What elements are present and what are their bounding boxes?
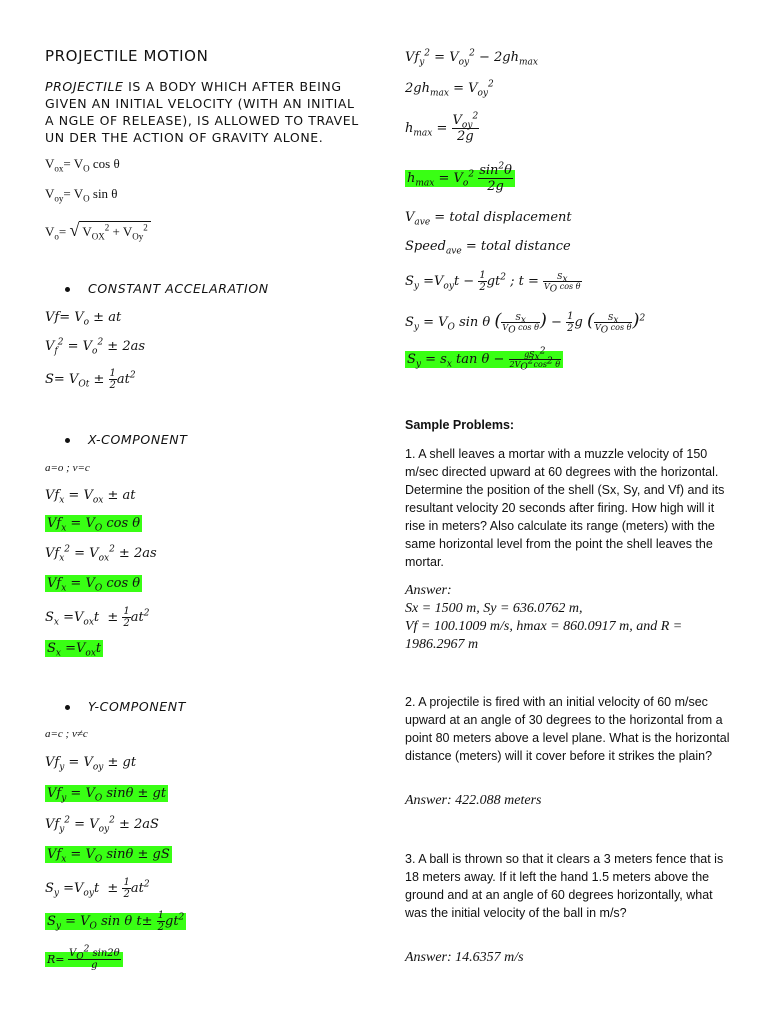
problem-2-question: 2. A projectile is fired with an initial velocity of 60 m/sec upward at an angle of 30 degrees to the horizontal from a point 80 meters above a level plane. What is the horizontal distance (meters) will it cover before it strikes the plain? [405, 695, 730, 763]
eq-sy: $S_y =V_{oy}t$ ± $\frac{1}{2}$ $at^2$ [45, 877, 150, 900]
projectile-term: PROJECTILE [45, 79, 124, 94]
eq-sx: $S_x =V_{ox}t$ ± $\frac{1}{2}$ $at^2$ [45, 606, 150, 629]
eq-range-hl: R= $\frac{V_O^2 \sin 2\theta}{g}$ [45, 948, 123, 971]
eq-vfx2: $Vf_x^2 = V_{ox}^2 \pm 2as$ [45, 544, 157, 564]
eq-vfy-1: $Vf_y = V_{oy}$ ± gt [45, 755, 137, 773]
bullet-y-label: Y-COMPONENT [88, 699, 186, 714]
eq-vf-const: $Vf= V_o$ ± at [45, 310, 122, 328]
problem-2-answer: Answer: 422.088 meters [405, 793, 542, 808]
eq-sy-final-hl: $S_y = s_x$ tan θ − $\frac{gS_x^2}{2V_O^2\cos^2 \theta}$ [405, 350, 563, 369]
eq-vfx-1: $Vf_x = V_{ox}$ ± at [45, 488, 136, 506]
eq-vfx-hl-3: $Vf_x = V_O$ sinθ ± gS [47, 847, 170, 865]
bullet-constant [65, 281, 269, 296]
bullet-constant-label: CONSTANT ACCELARATION [88, 281, 269, 296]
bullet-dot-icon [65, 287, 70, 292]
eq-vfx-hl-2: $Vf_x = V_O$ cos θ [47, 576, 141, 594]
eq-vave: $V_{ave}$ = total displacement [405, 210, 572, 228]
intro-paragraph [45, 78, 365, 146]
problem-1-answer: Answer: Sx = 1500 m, Sy = 636.0762 m, Vf = 100.1009 m/s, hmax = 860.0917 m, and R = 1986.2967 m [405, 583, 683, 652]
problem-3-answer: Answer: 14.6357 m/s [405, 950, 524, 965]
condition-y: a=c ; v≠c [45, 728, 88, 740]
eq-sy-t: $S_y =V_{oy}t$ − $\frac{1}{2}$ $gt^2$ ; t = $\frac{S_x}{V_O \cos \theta}$ [405, 270, 581, 295]
page-title: PROJECTILE MOTION [45, 47, 209, 65]
speed-definition: = total distance [461, 239, 571, 254]
eq-vf2-const: $V_f^2 = V_o^2 \pm 2as$ [45, 337, 146, 357]
bullet-dot-icon [65, 438, 70, 443]
eq-voy: $V_{oy}= V_O$ sin θ [45, 186, 118, 204]
problem-1-question: 1. A shell leaves a mortar with a muzzle velocity of 150 m/sec directed upward at 60 degrees with the horizontal. Determine the position of the shell (Sx, Sy, and Vf) and its resultant velocity 20 seconds after firing. How high will it rise in meters? Also calculate its range (meters) with the same horizontal level from the point the shell leaves the mortar. [405, 447, 725, 569]
intro-text: IS A BODY WHICH AFTER BEING GIVEN AN INITIAL VELOCITY (WITH AN INITIAL A NGLE OF RELEASE), IS ALLOWED TO TRAVEL UN DER THE ACTION OF GRAVITY ALONE. [45, 79, 359, 145]
bullet-x-label: X-COMPONENT [88, 432, 188, 447]
eq-sy-hl: $S_y = V_O$ sin θ t± $\frac{1}{2}$ $gt^2$ [47, 910, 185, 933]
bullet-x [65, 432, 188, 447]
eq-vox: $V_{ox}= V_O$ cos θ [45, 156, 120, 174]
vave-definition: = total displacement [430, 210, 572, 225]
eq-hmax: $h_{max}$ = $\frac{V_{oy}^2}{2g}$ [405, 111, 479, 144]
eq-vfy-hl-1: $Vf_y = V_O$ sinθ ± gt [47, 786, 167, 804]
eq-hmax-hl: $h_{max} = V_o^2$ $\frac{\sin^2\theta}{2g}$ [405, 163, 515, 194]
eq-vfy2-hmax: $Vf_y^2 = V_{oy}^2 - 2gh_{max}$ [405, 48, 538, 68]
sample-heading: Sample Problems: [405, 418, 515, 432]
eq-2ghmax: $2gh_{max} = V_{oy}^2$ [405, 79, 494, 99]
eq-vo: $V_o=$ √ $V_{OX}^2 + V_{Oy}^2$ [45, 220, 151, 241]
eq-sy-expanded: $S_y = V_O$ sin θ ( $\frac{S_x}{V_O \cos \theta}$ ) − $\frac{1}{2}$ g ( $\frac{S_x}{V_O \cos \theta}$ )$^2$ [405, 310, 646, 336]
problem-3-question: 3. A ball is thrown so that it clears a 3 meters fence that is 18 meters away. If it left the hand 1.5 meters above the ground and at an angle of 60 degrees horizontally, what was the initial velocity of the ball in m/s? [405, 852, 724, 920]
eq-speed-ave: Speed$_{ave}$ = total distance [405, 239, 571, 257]
eq-vfx-hl-1: $Vf_x = V_O$ cos θ [47, 516, 141, 534]
eq-vfy2: $Vf_y^2 = V_{oy}^2 \pm 2aS$ [45, 815, 159, 835]
eq-sx-hl: $S_x =V_{ox}t$ [47, 641, 102, 659]
bullet-y [65, 699, 186, 714]
condition-x: a=o ; v=c [45, 462, 90, 474]
bullet-dot-icon [65, 705, 70, 710]
eq-s-const: $S= V_{Ot}$ ± $\frac{1}{2}$ $at^2$ [45, 368, 136, 391]
